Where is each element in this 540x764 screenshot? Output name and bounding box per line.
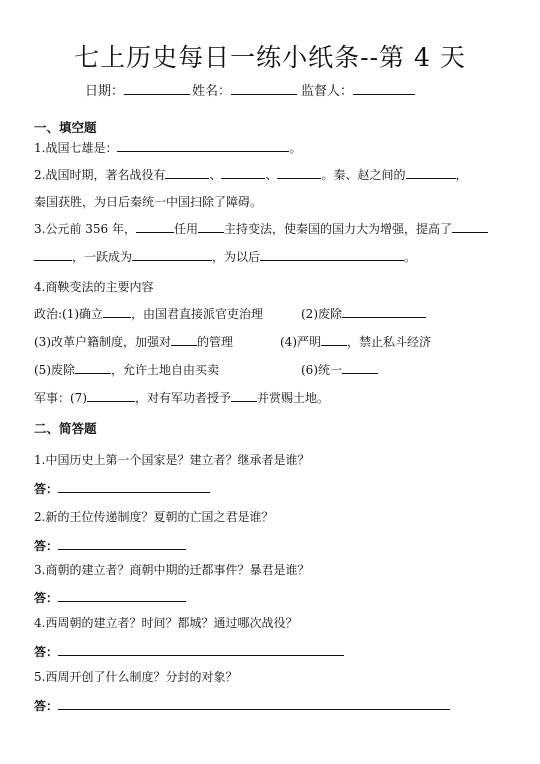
q3-blank-2[interactable] xyxy=(198,220,224,233)
q2-text: ， xyxy=(455,168,468,182)
question-1 xyxy=(34,139,301,156)
q2-blank-1[interactable] xyxy=(165,166,209,179)
page-title: 七上历史每日一练小纸条--第 4 天 xyxy=(74,43,466,72)
q3-text: ，为以后 xyxy=(212,250,261,264)
q4-text: 军事：(7) xyxy=(34,391,87,405)
q4-text: (3)改革户籍制度，加强对 xyxy=(34,335,171,349)
q4-text: ，由国君直接派官吏治理 xyxy=(131,307,264,321)
q3-blank-4[interactable] xyxy=(34,248,72,261)
q4-politics-3 xyxy=(34,333,233,350)
section-fill-heading: 一、填空题 xyxy=(34,120,97,135)
answer-row-4 xyxy=(34,643,344,660)
q3-text: 3.公元前 356 年， xyxy=(34,222,136,236)
date-label: 日期： xyxy=(85,84,125,99)
question-3-line-2 xyxy=(34,248,416,265)
q3-text: ，一跃成为 xyxy=(72,250,133,264)
q2-sep: 、 xyxy=(209,168,222,182)
answer-row-5 xyxy=(34,697,450,714)
answer-label: 答： xyxy=(34,591,59,605)
q4-blank[interactable] xyxy=(171,333,197,346)
short-question-5: 5.西周开创了什么制度？分封的对象？ xyxy=(34,670,238,684)
q4-military xyxy=(34,389,329,406)
q4-blank[interactable] xyxy=(231,389,257,402)
q4-blank[interactable] xyxy=(342,305,426,318)
answer-line-4[interactable] xyxy=(58,643,344,656)
q1-end: 。 xyxy=(289,141,302,155)
q3-text: 。 xyxy=(404,250,417,264)
question-2 xyxy=(34,166,468,183)
header-fields xyxy=(85,80,415,99)
answer-line-2[interactable] xyxy=(58,537,186,550)
q4-politics-1 xyxy=(34,305,263,322)
q2-text: 2.战国时期，著名战役有 xyxy=(34,168,166,182)
supervisor-field[interactable] xyxy=(353,80,415,95)
q3-text: 主持变法，使秦国的国力大为增强，提高了 xyxy=(224,222,453,236)
answer-line-1[interactable] xyxy=(58,480,210,493)
q4-text: 政治:(1)确立 xyxy=(34,307,104,321)
q1-blank[interactable] xyxy=(117,139,289,152)
q4-blank[interactable] xyxy=(342,361,378,374)
short-question-1: 1.中国历史上第一个国家是？建立者？继承者是谁？ xyxy=(34,453,310,467)
q4-politics-2 xyxy=(301,305,426,322)
q4-blank[interactable] xyxy=(87,389,135,402)
answer-label: 答： xyxy=(34,539,59,553)
q4-text: ，禁止私斗经济 xyxy=(347,335,432,349)
supervisor-label: 监督人： xyxy=(301,84,354,99)
q4-economy-2 xyxy=(301,361,378,378)
q3-text: 任用 xyxy=(173,222,198,236)
answer-label: 答： xyxy=(34,482,59,496)
answer-row-1 xyxy=(34,480,210,497)
q4-text: 的管理 xyxy=(197,335,234,349)
q3-blank-5[interactable] xyxy=(132,248,212,261)
q4-text: (5)废除 xyxy=(34,363,75,377)
q3-blank-6[interactable] xyxy=(260,248,404,261)
short-question-3: 3.商朝的建立者？商朝中期的迁都事件？暴君是谁？ xyxy=(34,563,310,577)
q2-blank-4[interactable] xyxy=(406,166,456,179)
q4-text: ，允许土地自由买卖 xyxy=(111,363,220,377)
q4-blank[interactable] xyxy=(103,305,131,318)
question-2-line-2: 秦国获胜，为日后秦统一中国扫除了障碍。 xyxy=(34,195,263,209)
section-short-answer-heading: 二、简答题 xyxy=(34,421,97,436)
q4-text: 并赏赐土地。 xyxy=(257,391,330,405)
q3-blank-3[interactable] xyxy=(452,220,488,233)
q4-blank[interactable] xyxy=(321,333,347,346)
name-field[interactable] xyxy=(231,80,297,95)
q4-text: (2)废除 xyxy=(301,307,342,321)
date-field[interactable] xyxy=(124,80,190,95)
answer-row-3 xyxy=(34,589,186,606)
q2-blank-3[interactable] xyxy=(277,166,321,179)
q4-text: ，对有军功者授予 xyxy=(135,391,232,405)
q1-text: 1.战国七雄是： xyxy=(34,141,118,155)
q4-text: (6)统一 xyxy=(301,363,342,377)
short-question-4: 4.西周朝的建立者？时间？都城？通过哪次战役？ xyxy=(34,616,298,630)
question-3 xyxy=(34,220,488,237)
q4-text: (4)严明 xyxy=(280,335,321,349)
answer-label: 答： xyxy=(34,699,59,713)
q2-text: 。秦、赵之间的 xyxy=(321,168,406,182)
q4-blank[interactable] xyxy=(75,361,111,374)
name-label: 姓名： xyxy=(192,84,232,99)
q3-blank-1[interactable] xyxy=(136,220,174,233)
answer-line-5[interactable] xyxy=(58,697,450,710)
short-question-2: 2.新的王位传递制度？夏朝的亡国之君是谁？ xyxy=(34,510,274,524)
q4-economy-1 xyxy=(34,361,219,378)
q2-blank-2[interactable] xyxy=(221,166,265,179)
answer-label: 答： xyxy=(34,645,59,659)
answer-row-2 xyxy=(34,537,186,554)
q2-sep: 、 xyxy=(265,168,278,182)
q4-politics-4 xyxy=(280,333,431,350)
answer-line-3[interactable] xyxy=(58,589,186,602)
question-4-heading: 4.商鞅变法的主要内容 xyxy=(34,280,154,294)
